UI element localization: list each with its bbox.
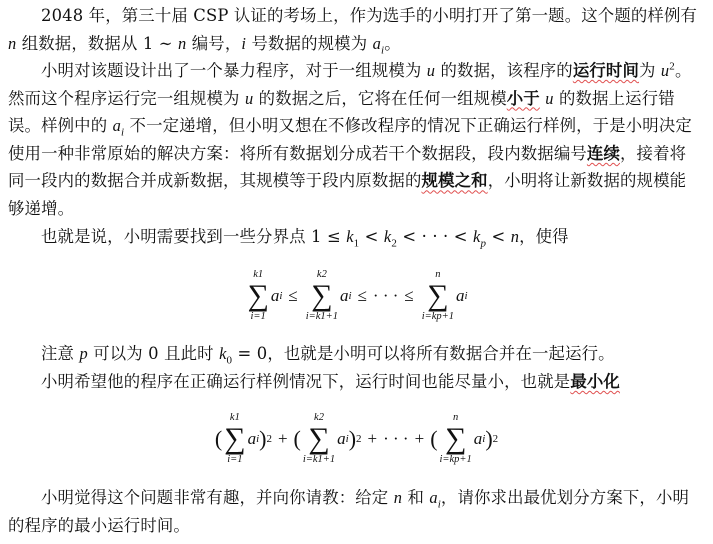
sum-upper-limit: k2 (316, 269, 327, 280)
math-sub: 0 (226, 354, 233, 367)
open-paren: ( (430, 426, 438, 451)
close-paren: ) (485, 426, 493, 451)
sigma-icon: ∑ (427, 279, 449, 312)
text: 的数据上运行错误。样例中的 (8, 88, 675, 136)
math-var: a (473, 429, 483, 448)
math-var: a (112, 116, 121, 136)
math-sub: i (437, 498, 441, 511)
sum-upper-limit: k1 (229, 412, 240, 423)
text: ，小明将让新数据的规模能够递增。 (8, 171, 687, 218)
math-var: n (510, 227, 520, 246)
emphasis-minimize: 最小化 (570, 372, 620, 391)
leq-symbol: ≤ (404, 286, 414, 305)
text: 可以为 0 且此时 (87, 344, 220, 363)
paragraph-intro (8, 2, 698, 57)
text: 和 (402, 488, 430, 507)
paragraph-question (8, 484, 698, 539)
plus-symbol: + (367, 429, 378, 448)
math-var: a (429, 488, 438, 507)
math-var: a (340, 286, 349, 305)
text: 号数据的规模为 (246, 33, 373, 53)
emphasis-running-time: 运行时间 (572, 61, 640, 80)
leq-symbol: ≤ (288, 286, 298, 305)
sum-lower-limit: i=1 (250, 311, 266, 322)
sigma-icon: ∑ (308, 422, 330, 455)
paragraph-goal (8, 368, 698, 396)
text: 。然而这个程序运行完一组规模为 (8, 61, 692, 108)
sum-upper-limit: n (453, 412, 459, 423)
math-var: p (79, 344, 88, 363)
text: 注意 (41, 344, 80, 363)
math-var: u (545, 88, 554, 108)
text: 不一定递增，但小明又想在不修改程序的情况下正确运行样例，于是小明决定使用一种非常原始的解决方案：将所有数据划分成若干个数据段，段内数据编号 (8, 116, 692, 163)
sum-lower-limit: i=1 (227, 454, 243, 465)
emphasis-consecutive: 连续 (586, 143, 621, 163)
sum-block-3 (422, 269, 454, 323)
sum-block-2 (303, 412, 335, 466)
text: 组数据，数据从 1 ∼ (16, 33, 179, 53)
paragraph-note (8, 340, 698, 368)
plus-symbol: + (277, 429, 288, 448)
text: 小明对该题设计出了一个暴力程序，对于一组规模为 (41, 61, 427, 80)
math-var: n (8, 33, 17, 53)
math-var: k (473, 227, 481, 246)
text: ，使得 (519, 227, 569, 246)
ellipsis: · · · (383, 429, 409, 448)
leq-symbol: ≤ (357, 286, 367, 305)
math-sub: 1 (353, 237, 360, 250)
math-var: a (372, 33, 381, 53)
sum-block-1 (247, 269, 268, 323)
sum-lower-limit: i=kp+1 (421, 311, 454, 322)
math-var: k (219, 344, 227, 363)
text: ，请你求出最优划分方案下，小明的程序的最小运行时间。 (8, 488, 690, 535)
math-var: a (247, 429, 257, 448)
math-sub: p (480, 237, 487, 250)
open-paren: ( (214, 426, 223, 451)
emphasis-less-than: 小于 (506, 88, 540, 108)
sum-lower-limit: i=k1+1 (302, 454, 336, 465)
math-var: a (337, 429, 346, 448)
text: 小明希望他的程序在正确运行样例情况下，运行时间也能尽量小，也就是 (41, 372, 571, 391)
math-var: a (270, 286, 280, 305)
math-sub: i (120, 126, 125, 139)
text: 也就是说，小明需要找到一些分界点 1 ≤ (41, 227, 347, 246)
plus-symbol: + (414, 429, 425, 448)
text: < (486, 227, 511, 246)
sum-upper-limit: n (435, 269, 441, 280)
open-paren: ( (293, 426, 301, 451)
paragraph-breakpoints (8, 223, 698, 251)
math-var: u (660, 61, 670, 80)
math-var: n (393, 488, 403, 507)
math-sub: 2 (391, 237, 397, 250)
math-var: u (244, 88, 254, 108)
sum-upper-limit: k1 (253, 269, 264, 280)
sum-block-2 (306, 269, 338, 323)
sigma-icon: ∑ (224, 422, 246, 455)
sigma-icon: ∑ (311, 279, 333, 312)
sum-block-3 (440, 412, 472, 466)
sigma-icon: ∑ (444, 422, 467, 455)
close-paren: ) (348, 426, 357, 451)
math-var: a (455, 286, 465, 305)
math-var: u (426, 61, 436, 80)
text: 2048 年，第三十届 CSP 认证的考场上，作为选手的小明打开了第一题。这个题的样例有 (41, 6, 698, 25)
math-sub: i (380, 43, 385, 56)
sigma-icon: ∑ (247, 279, 269, 312)
text: 。 (384, 33, 401, 53)
text: 小明觉得这个问题非常有趣，并向你请教：给定 (41, 488, 394, 507)
sum-lower-limit: i=kp+1 (439, 454, 472, 465)
math-var: k (346, 227, 354, 246)
text: 为 (639, 61, 661, 80)
formula-objective: ( k1 ∑ i=1 a i ) 2 + ( k2 ∑ i=k1+1 a i ) 2 + · · · + ( n ∑ i=kp+1 a i ) 2 (214, 412, 499, 465)
math-var: k (383, 227, 392, 246)
text: < · · · < (397, 227, 474, 246)
math-var: n (178, 33, 187, 53)
text: < (359, 227, 384, 246)
text: 的数据之后，它将在任何一组规模 (253, 88, 507, 108)
sum-block-1 (224, 412, 245, 466)
math-sup: 2 (669, 60, 675, 73)
paragraph-description (8, 57, 698, 223)
sum-upper-limit: k2 (314, 412, 324, 423)
text: 的数据，该程序的 (435, 61, 573, 80)
math-var: i (241, 33, 247, 53)
ellipsis: · · · (372, 286, 399, 305)
formula-increasing-sums: k1 ∑ i=1 a i ≤ k2 ∑ i=k1+1 a i ≤ · · · ≤ n ∑ i=kp+1 a i (247, 269, 468, 322)
text: 编号， (186, 33, 242, 53)
text: = 0，也就是小明可以将所有数据合并在一起运行。 (232, 344, 615, 363)
text: ，接着将同一段内的数据合并成新数据，其规模等于段内原数据的 (8, 143, 687, 191)
close-paren: ) (259, 426, 267, 451)
emphasis-sum-of-sizes: 规模之和 (421, 171, 488, 191)
sum-lower-limit: i=k1+1 (305, 311, 338, 322)
